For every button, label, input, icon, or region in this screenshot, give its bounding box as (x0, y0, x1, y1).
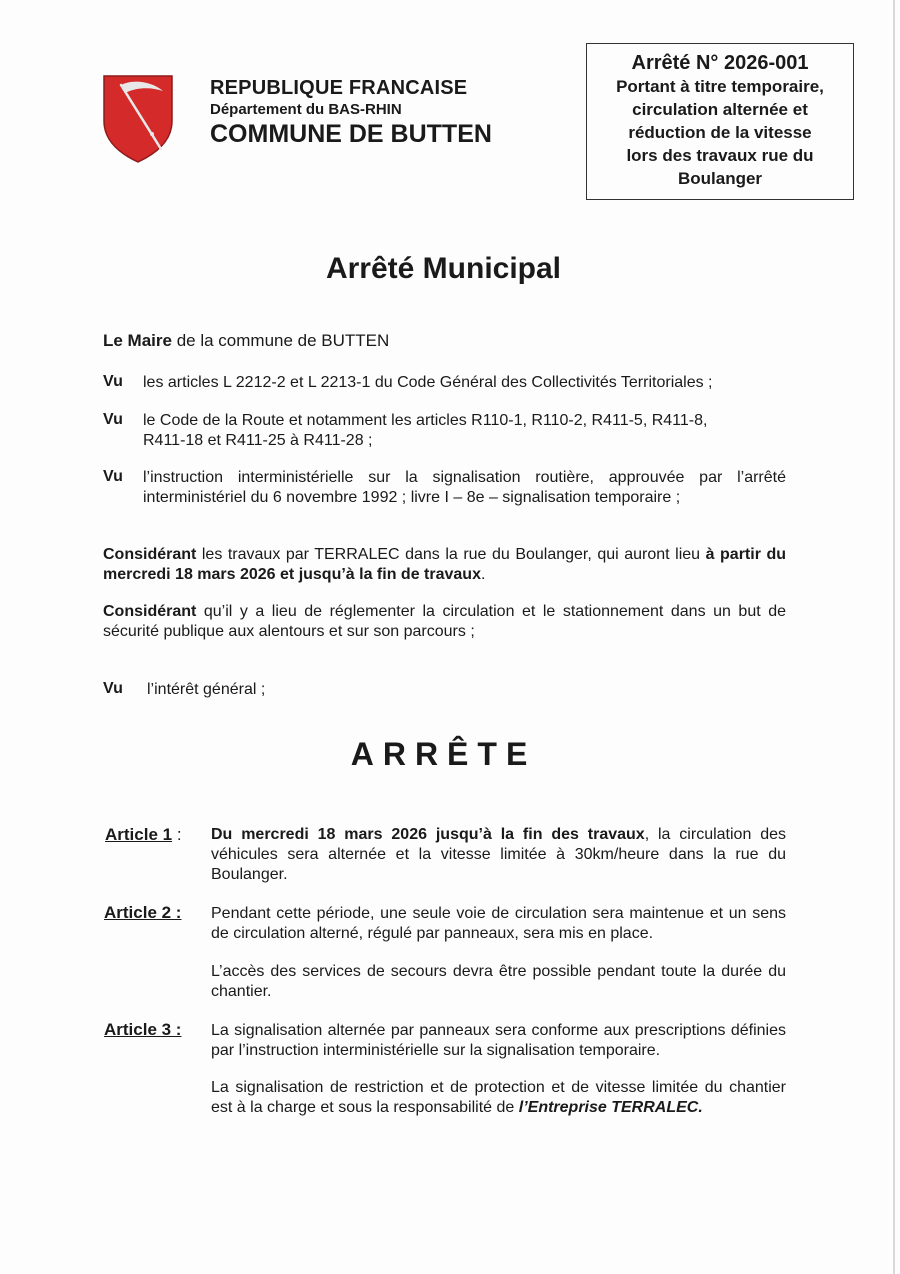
vu-text: les articles L 2212-2 et L 2213-1 du Code Général des Collectivités Territoriales ; (143, 374, 713, 391)
article-label: Article 3 : (104, 1020, 182, 1039)
document-title: Arrêté Municipal (325, 252, 562, 285)
republic-name: REPUBLIQUE FRANCAISE (210, 77, 468, 99)
considerant-text: qu’il y a lieu de réglementer la circulation et le stationnement dans un but de sécurité publique aux alentours et sur son parcours ; (103, 603, 786, 640)
article-label (105, 825, 182, 845)
department-name: Département du BAS-RHIN (210, 101, 402, 118)
considerant-paragraph (103, 602, 786, 642)
municipality-header (210, 77, 492, 149)
article-body: La signalisation alternée par panneaux sera conforme aux prescriptions définies par l’instruction interministérielle sur la signalisation temporaire. (211, 1022, 786, 1059)
mayor-label: Le Maire (103, 331, 172, 350)
decree-subject-line: Portant à titre temporaire, (616, 77, 824, 96)
vu-label: Vu (103, 373, 123, 390)
vu-text: le Code de la Route et notamment les articles R110-1, R110-2, R411-5, R411-8, R411-18 et R411-25 à R411-28 ; (143, 412, 708, 449)
vu-label: Vu (103, 411, 123, 428)
considerant-label: Considérant (103, 603, 197, 620)
article-body (211, 1078, 786, 1118)
article-body: Pendant cette période, une seule voie de circulation sera maintenue et un sens de circulation alterné, régulé par panneaux, sera mis en place. (211, 905, 786, 942)
coat-of-arms-icon (103, 75, 173, 163)
article-body: L’accès des services de secours devra être possible pendant toute la durée du chantier. (211, 963, 786, 1000)
page-edge (893, 0, 895, 1274)
mayor-intro (103, 331, 389, 351)
article-number: Article 1 (105, 825, 173, 844)
decree-subject-line: réduction de la vitesse (628, 123, 812, 142)
company-name: l’Entreprise TERRALEC. (518, 1099, 703, 1116)
considerant-end: . (480, 566, 486, 583)
decree-subject-line: Boulanger (677, 169, 763, 188)
considerant-label: Considérant (103, 546, 197, 563)
vu-label: Vu (103, 680, 123, 697)
considerant-paragraph (103, 545, 786, 585)
vu-text: l’instruction interministérielle sur la signalisation routière, approuvée par l’arrêté interministériel du 6 novembre 1992 ; livre I – 8e – signalisation temporaire ; (143, 469, 786, 506)
article-body (211, 825, 786, 885)
decree-subject-line: circulation alternée et (632, 100, 808, 119)
article-text: La signalisation de restriction et de protection et de vitesse limitée du chantier est à la charge et sous la responsabilité de (211, 1079, 786, 1116)
vu-text: l’intérêt général ; (147, 681, 266, 698)
decree-number: Arrêté N° 2026-001 (631, 52, 809, 74)
article-label: Article 2 : (104, 903, 182, 922)
decree-reference-box (586, 43, 854, 200)
vu-label: Vu (103, 468, 123, 485)
article-dates: Du mercredi 18 mars 2026 jusqu’à la fin des travaux (211, 826, 645, 843)
considerant-text: les travaux par TERRALEC dans la rue du Boulanger, qui auront lieu (196, 546, 706, 563)
arrete-heading: ARRÊTE (350, 736, 537, 772)
commune-name: COMMUNE DE BUTTEN (210, 120, 492, 148)
decree-subject-line: lors des travaux rue du (626, 146, 814, 165)
article-colon: : (172, 825, 182, 844)
mayor-intro-text: de la commune de BUTTEN (171, 331, 390, 350)
considerant-dates: à partir du mercredi 18 mars 2026 et jusqu’à la fin de travaux (103, 546, 787, 583)
article-text: , la circulation des véhicules sera alternée et la vitesse limitée à 30km/heure dans la rue du Boulanger. (211, 826, 786, 883)
